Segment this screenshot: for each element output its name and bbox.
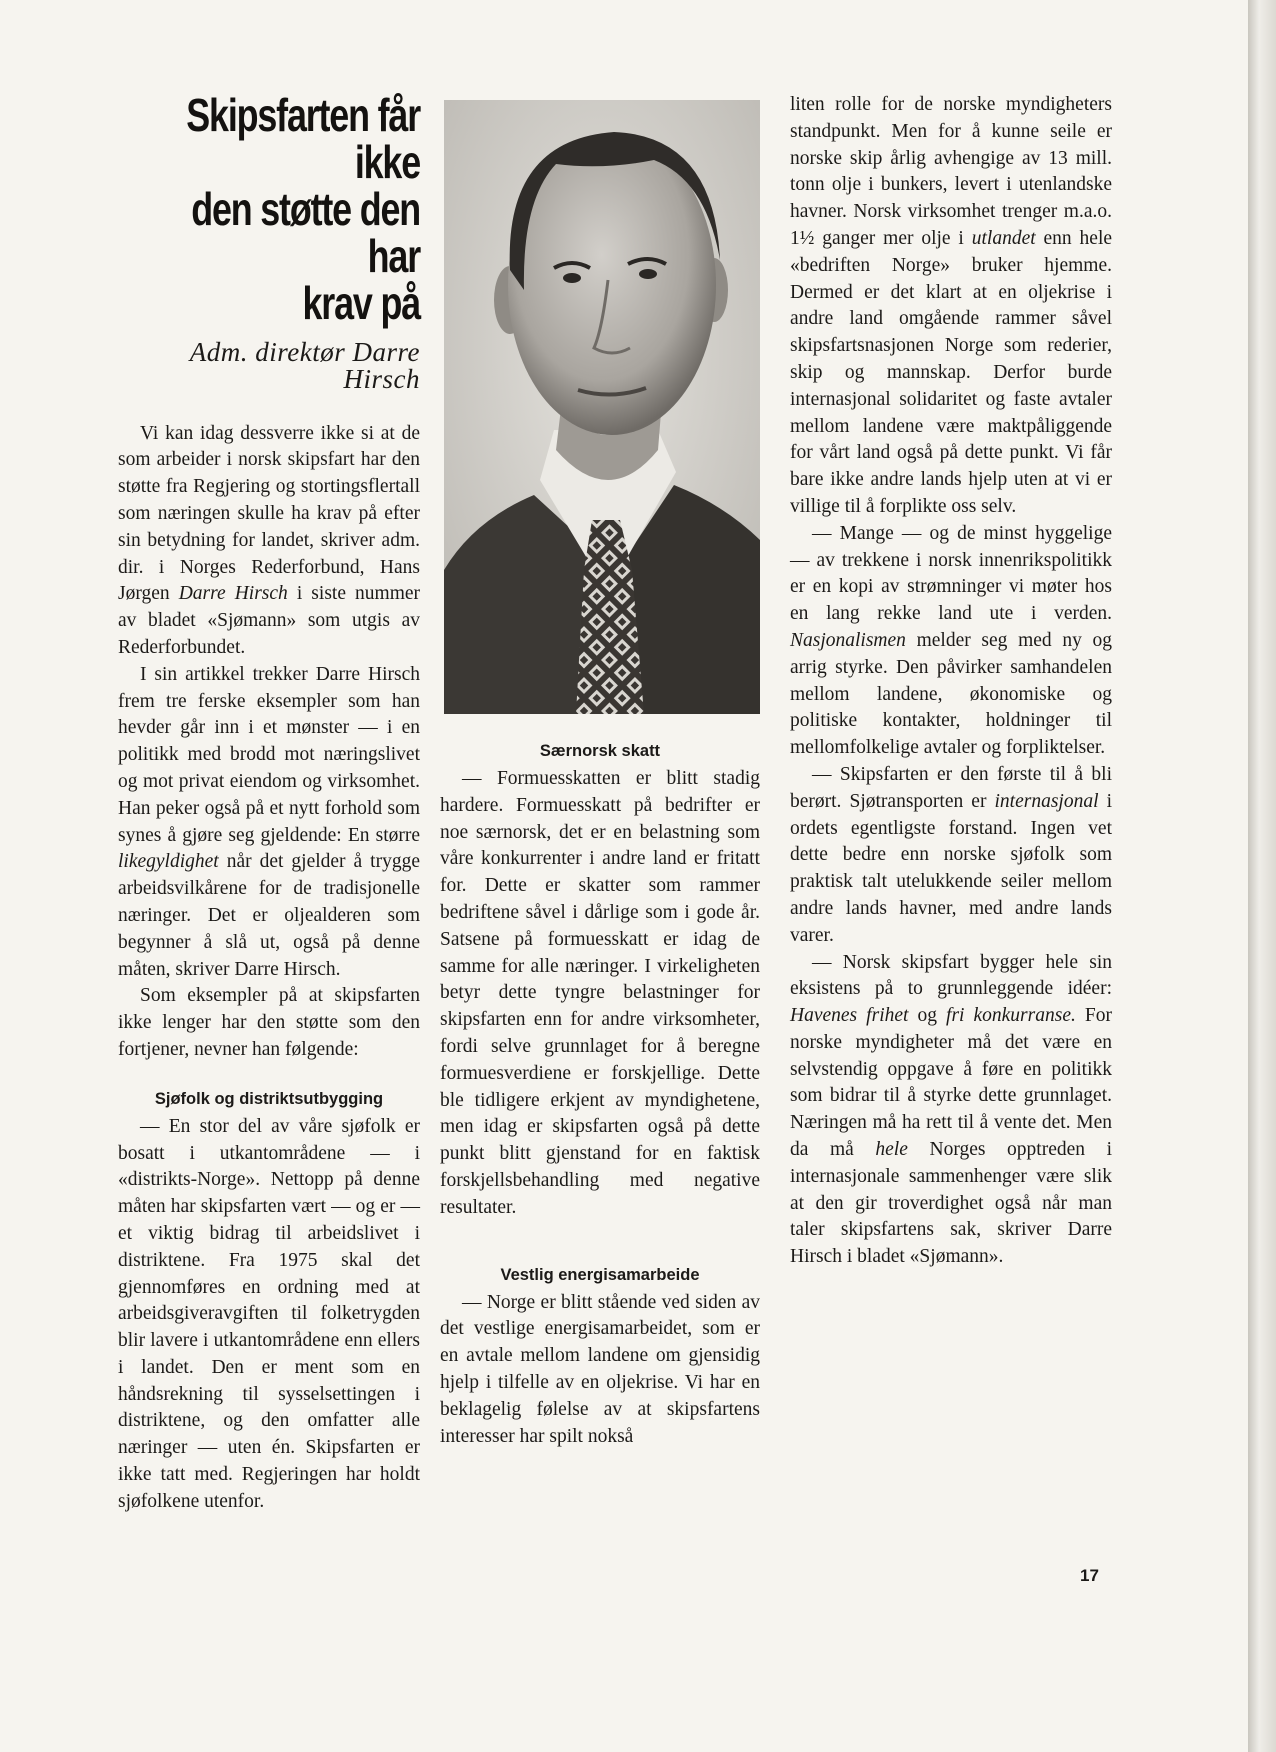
- paragraph-list-intro: Som eksempler på at skipsfarten ikke lenger har den støtte som den fortjener, nevner han følgende:: [118, 985, 420, 1060]
- headline-line-2: den støtte den har: [191, 183, 420, 282]
- italic-havenes-frihet: Havenes frihet: [790, 1005, 909, 1027]
- italic-name: Darre Hirsch: [178, 583, 288, 605]
- subheading-sjofolk: Sjøfolk og distriktsutbygging: [154, 1089, 384, 1108]
- paragraph-nasjonalisme: — Mange — og de minst hyggelige — av trekkene i norsk innenrikspolitikk er en kopi av strømninger vi møter hos en lang rekke land ute i verden. Nasjonalismen melder seg med ny og arrig styrke. Den påvirker samhandelen mellom landene, økonomiske og politiske kontakter, holdninger til mellomfolkelige avtaler og forpliktelser.: [790, 522, 1112, 759]
- binding-edge: [1248, 0, 1276, 1752]
- paragraph-ideer: — Norsk skipsfart bygger hele sin eksistens på to grunnleggende idéer: Havenes frihet og fri konkurranse. For norske myndigheter må det være en selvstendig oppgave å føre en politikk som bidrar til å styrke dette grunnlaget. Næringen må ha rett til å vente det. Men da må hele Norges opptreden i internasjonale sammenhenger være slik at den gir troverdighet også når man taler skipsfartens sak, skriver Darre Hirsch i bladet «Sjømann».: [790, 951, 1113, 1268]
- italic-fri-konkurranse: fri konkurranse.: [946, 1005, 1076, 1027]
- subheading-energisamarbeide: Vestlig energisamarbeide: [500, 1265, 700, 1284]
- paragraph-olje: liten rolle for de norske myndigheters standpunkt. Men for å kunne seile er norske skip årlig avhengige av 13 mill. tonn olje i bunkers, levert i utenlandske havner. Norsk virksomhet trenger m.a.o. 1½ ganger mer olje i utlandet enn hele «bedriften Norge» bruker hjemme. Dermed er det klart at en oljekrise i andre land omgående rammer såvel skipsfartsnasjonen Norge som rederier, skip og mannskap. Derfor burde internasjonal solidaritet og faste avtaler mellom landene være maktpåliggende for vårt land også på dette punkt. Vi får bare ikke andre lands hjelp uten at vi er villige til å forplikte oss selv.: [790, 94, 1113, 517]
- paragraph-intro: Vi kan idag dessverre ikke si at de som arbeider i norsk skipsfart har den støtte fra Regjering og stortingsflertall som næringen skulle ha krav på efter sin betydning for landet, skriver adm. dir. i Norges Rederforbund, Hans Jørgen Darre Hirsch i siste nummer av bladet «Sjømann» som utgis av Rederforbundet.: [118, 422, 421, 658]
- italic-hele: hele: [875, 1139, 908, 1161]
- paragraph-formuesskatt: — Formuesskatten er blitt stadig hardere. Formuesskatt på bedrifter er noe særnorsk, det er en belastning som våre konkurrenter i andre land er fritatt for. Dette er skatter som rammer bedriftene såvel i dårlige som i gode år. Satsene på formuesskatt er idag de samme for alle næringer. I virkeligheten betyr dette tyngre belastninger for skipsfarten enn for andre virksomheter, fordi selve grunnlaget for å beregne formuesverdiene er forskjellige. Dette ble tidligere erkjent av myndighetene, men idag er skipsfarten også på dette punkt blitt gjenstand for en faktisk forskjellsbehandling med negative resultater.: [440, 768, 760, 1218]
- paragraph-examples: I sin artikkel trekker Darre Hirsch frem tre ferske eksempler som han hevder går inn i et mønster — i en politikk med brodd mot næringslivet og mot privat eiendom og virksomhet. Han peker også på et nytt forhold som synes å gjøre seg gjeldende: En større likegyldighet når det gjelder å trygge arbeidsvilkårene for de tradisjonelle næringer. Det er oljealderen som begynner å slå ut, også på denne måten, skriver Darre Hirsch.: [118, 663, 421, 980]
- column-right: [790, 92, 1112, 1271]
- headline-line-3: krav på: [302, 277, 420, 329]
- italic-nasjonalismen: Nasjonalismen: [790, 629, 906, 651]
- column-middle: [440, 740, 760, 1450]
- headline-line-1: Skipsfarten får ikke: [186, 89, 420, 188]
- byline: Adm. direktør Darre Hirsch: [189, 337, 420, 394]
- paragraph-internasjonal: — Skipsfarten er den første til å bli berørt. Sjøtransporten er internasjonal i ordets egentligste forstand. Ingen vet dette bedre enn norske sjøfolk som praktisk talt utelukkende seiler mellom andre lands havner, med andre lands varer.: [790, 763, 1112, 946]
- column-left: [118, 89, 421, 1516]
- italic-internasjonal: internasjonal: [994, 790, 1099, 812]
- subheading-saernorsk: Særnorsk skatt: [539, 742, 661, 760]
- italic-utlandet: utlandet: [971, 227, 1036, 249]
- paragraph-energi: — Norge er blitt stående ved siden av det vestlige energisamarbeidet, som er en avtale mellom landene om gjensidig hjelp i tilfelle av en oljekrise. Vi har en beklagelig følelse av at skipsfartens interesser har spilt nokså: [440, 1291, 760, 1447]
- page-number: 17: [1080, 1566, 1099, 1585]
- portrait-photo: [444, 100, 760, 714]
- headline: [184, 89, 420, 329]
- italic-likegyldighet: likegyldighet: [118, 851, 219, 873]
- paragraph-sjofolk: — En stor del av våre sjøfolk er bosatt i utkantområdene — i «distrikts-Norge». Nettopp på denne måten har skipsfarten vært — og er — et viktig bidrag til arbeidslivet i distriktene. Fra 1975 skal det gjennomføres en ordning med at arbeidsgiveravgiften til folketrygden blir lavere i utkantområdene enn ellers i landet. Den er ment som en håndsrekning til sysselsettingen i distriktene, og den omfatter alle næringer — uten én. Skipsfarten er ikke tatt med. Regjeringen har holdt sjøfolkene utenfor.: [118, 1115, 420, 1512]
